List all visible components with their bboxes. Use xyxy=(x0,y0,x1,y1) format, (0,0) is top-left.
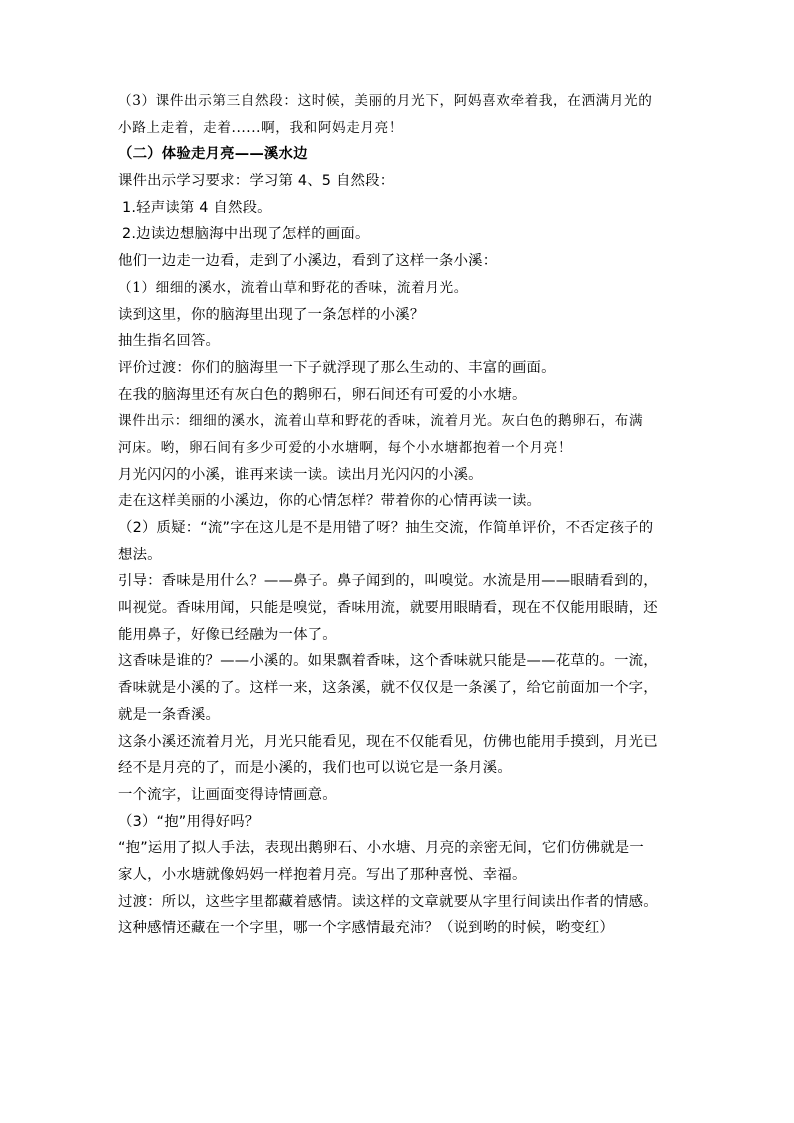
paragraph-line: 课件出示：细细的溪水，流着山草和野花的香味，流着月光。灰白色的鹅卵石，布满 xyxy=(118,413,644,430)
paragraph-line: 叫视觉。香味用闻，只能是嗅觉，香味用流，就要用眼睛看，现在不仅能用眼睛，还 xyxy=(118,600,658,617)
paragraph-line: （2）质疑：“流”字在这儿是不是用错了呀？抽生交流，作简单评价，不否定孩子的 xyxy=(118,520,654,536)
paragraph-line: 就是一条香溪。 xyxy=(118,706,221,723)
paragraph-line: 一个流字，让画面变得诗情画意。 xyxy=(118,786,337,803)
paragraph-line: 能用鼻子，好像已经融为一体了。 xyxy=(118,626,337,643)
paragraph-line: 抽生指名回答。 xyxy=(118,333,221,350)
paragraph-line: 他们一边走一边看，走到了小溪边，看到了这样一条小溪： xyxy=(118,253,498,270)
paragraph-line: 河床。哟，卵石间有多少可爱的小水塘啊，每个小水塘都抱着一个月亮！ xyxy=(118,439,573,456)
paragraph-line: 评价过渡：你们的脑海里一下子就浮现了那么生动的、丰富的画面。 xyxy=(118,359,556,376)
paragraph-line: 走在这样美丽的小溪边，你的心情怎样？带着你的心情再读一读。 xyxy=(118,493,542,510)
document-page xyxy=(118,88,678,942)
section-heading: （二）体验走月亮——溪水边 xyxy=(118,146,308,163)
paragraph-line: 读到这里，你的脑海里出现了一条怎样的小溪？ xyxy=(118,306,425,323)
list-item: 2.边读边想脑海中出现了怎样的画面。 xyxy=(122,226,370,243)
paragraph-line: 月光闪闪的小溪，谁再来读一读。读出月光闪闪的小溪。 xyxy=(118,466,483,483)
paragraph-line: 这香味是谁的？——小溪的。如果飘着香味，这个香味就只能是——花草的。一流， xyxy=(118,653,658,670)
paragraph-line: 引导：香味是用什么？——鼻子。鼻子闻到的，叫嗅觉。水流是用——眼睛看到的， xyxy=(118,573,658,590)
paragraph-line: 香味就是小溪的了。这样一来，这条溪，就不仅仅是一条溪了，给它前面加一个字， xyxy=(118,680,658,697)
paragraph-line: （3）课件出示第三自然段：这时候，美丽的月光下，阿妈喜欢牵着我，在洒满月光的 xyxy=(118,93,653,109)
list-item: 1.轻声读第 4 自然段。 xyxy=(122,199,272,216)
paragraph-line: 过渡：所以，这些字里都藏着感情。读这样的文章就要从字里行间读出作者的情感。 xyxy=(118,893,658,910)
paragraph-line: “抱”运用了拟人手法，表现出鹅卵石、小水塘、月亮的亲密无间，它们仿佛就是一 xyxy=(118,840,644,857)
paragraph-line: 家人，小水塘就像妈妈一样抱着月亮。写出了那种喜悦、幸福。 xyxy=(118,866,527,883)
paragraph-line: 这种感情还藏在一个字里，哪一个字感情最充沛？（说到哟的时候，哟变红） xyxy=(118,920,615,937)
paragraph-line: 想法。 xyxy=(118,546,162,563)
paragraph-line: 这条小溪还流着月光，月光只能看见，现在不仅能看见，仿佛也能用手摸到，月光已 xyxy=(118,733,658,750)
paragraph-line: 小路上走着，走着......啊，我和阿妈走月亮！ xyxy=(118,119,404,136)
paragraph-line: 在我的脑海里还有灰白色的鹅卵石，卵石间还有可爱的小水塘。 xyxy=(118,386,527,403)
paragraph-line: （1）细细的溪水，流着山草和野花的香味，流着月光。 xyxy=(118,279,468,296)
paragraph-line: 经不是月亮的了，而是小溪的，我们也可以说它是一条月溪。 xyxy=(118,760,512,777)
paragraph-line: （3）“抱”用得好吗？ xyxy=(118,813,260,830)
paragraph-line: 课件出示学习要求：学习第 4、5 自然段： xyxy=(118,173,395,190)
